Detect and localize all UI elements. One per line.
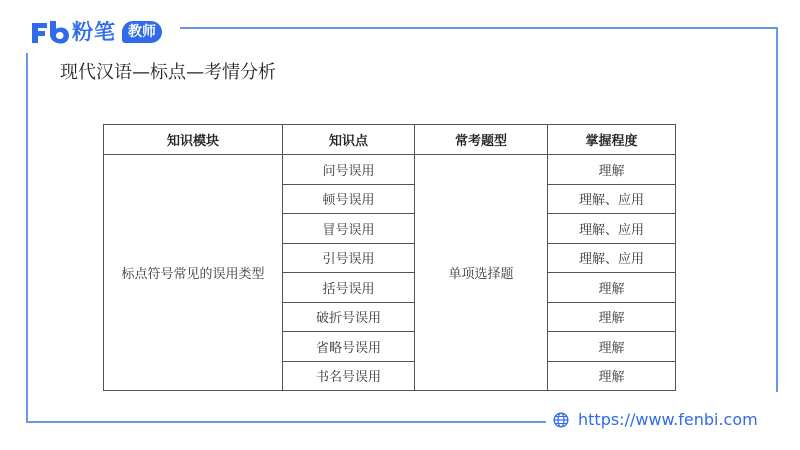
module-cell: 标点符号常见的误用类型 xyxy=(104,155,283,391)
level-cell: 理解、应用 xyxy=(548,214,676,244)
brand-logo xyxy=(30,19,162,45)
point-cell: 冒号误用 xyxy=(283,214,415,244)
question-type-cell: 单项选择题 xyxy=(415,155,548,391)
frame-line-right xyxy=(776,27,778,392)
point-cell: 括号误用 xyxy=(283,273,415,303)
table-row xyxy=(104,155,676,185)
point-cell: 引号误用 xyxy=(283,243,415,273)
fb-logo-icon xyxy=(30,19,70,45)
level-cell: 理解 xyxy=(548,361,676,391)
level-cell: 理解 xyxy=(548,273,676,303)
level-cell: 理解、应用 xyxy=(548,184,676,214)
header-question-type: 常考题型 xyxy=(415,125,548,155)
frame-line-left xyxy=(26,53,28,423)
brand-name: 粉笔 xyxy=(72,20,116,44)
level-cell: 理解 xyxy=(548,155,676,185)
point-cell: 省略号误用 xyxy=(283,332,415,362)
point-cell: 书名号误用 xyxy=(283,361,415,391)
footer-url-text[interactable]: https://www.fenbi.com xyxy=(578,410,758,429)
brand-badge: 教师 xyxy=(122,21,162,43)
analysis-table xyxy=(103,124,676,391)
point-cell: 破折号误用 xyxy=(283,302,415,332)
point-cell: 问号误用 xyxy=(283,155,415,185)
footer-url[interactable] xyxy=(553,410,758,429)
header-point: 知识点 xyxy=(283,125,415,155)
header-level: 掌握程度 xyxy=(548,125,676,155)
frame-line-top xyxy=(180,27,778,29)
table-header-row xyxy=(104,125,676,155)
level-cell: 理解 xyxy=(548,302,676,332)
level-cell: 理解 xyxy=(548,332,676,362)
page-title: 现代汉语—标点—考情分析 xyxy=(60,62,276,83)
frame-line-bottom xyxy=(26,421,546,423)
point-cell: 顿号误用 xyxy=(283,184,415,214)
level-cell: 理解、应用 xyxy=(548,243,676,273)
globe-icon xyxy=(553,412,569,428)
header-module: 知识模块 xyxy=(104,125,283,155)
